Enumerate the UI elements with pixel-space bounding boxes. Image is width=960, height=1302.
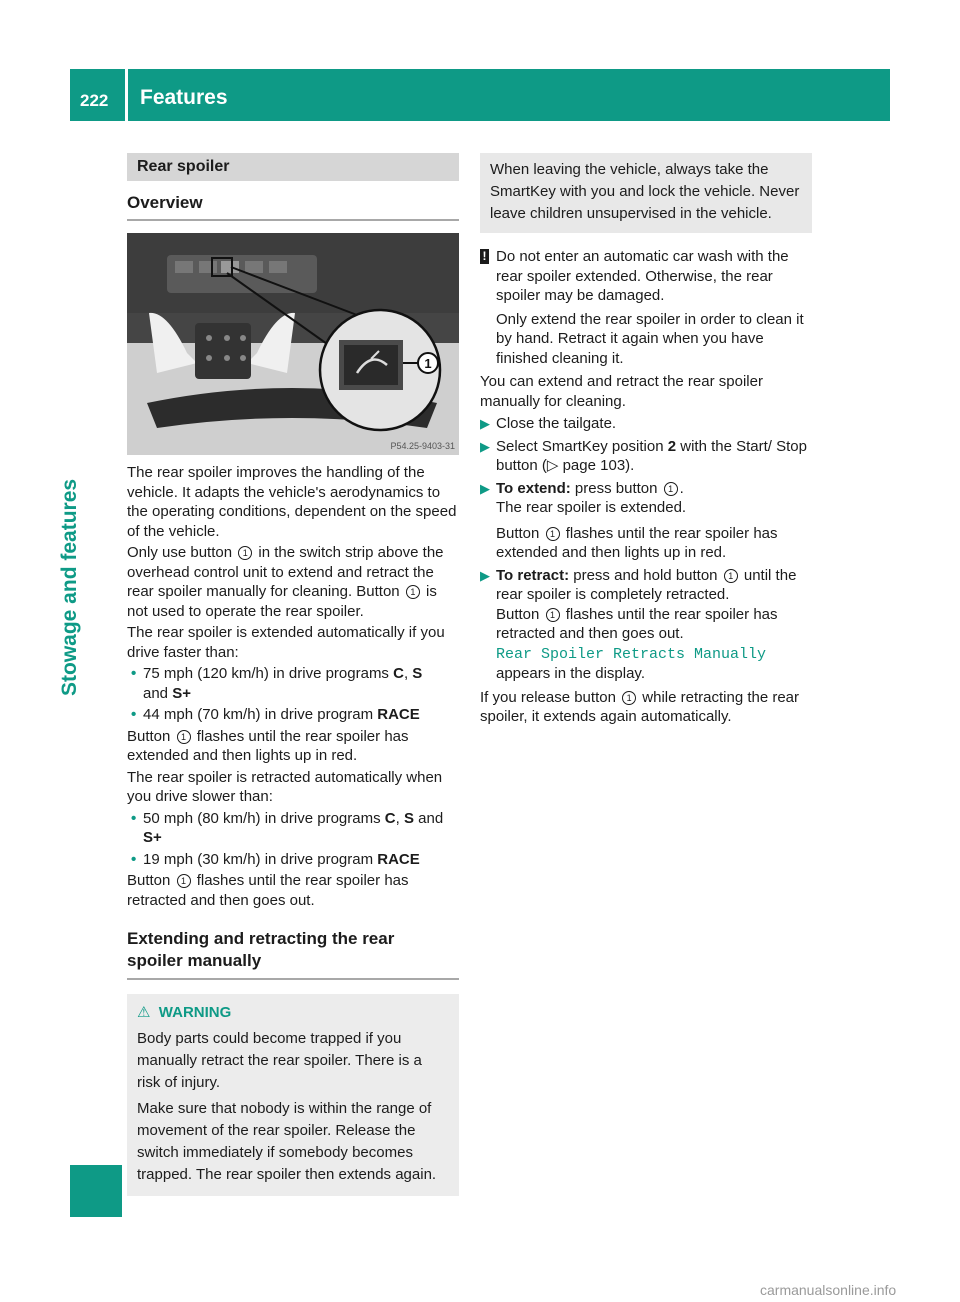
page-ref-arrow-icon: ▷ bbox=[546, 457, 559, 474]
list-item: • 19 mph (30 km/h) in drive program RACE bbox=[131, 850, 420, 868]
notice-exclamation-icon: ! bbox=[480, 249, 489, 264]
step-arrow-icon: ▶ bbox=[480, 416, 490, 431]
page-number: 222 bbox=[80, 91, 109, 110]
list-item: ▶ To retract: press and hold button 1 until the rear spoiler is completely retracted. Button 1 flashes until the rear spoiler has retracted and then goes out. Rear Spoiler Retracts Manually appears in the display. bbox=[480, 566, 797, 682]
button-1-icon: 1 bbox=[177, 874, 191, 888]
side-tab bbox=[58, 121, 122, 721]
watermark: carmanualsonline.info bbox=[760, 1282, 897, 1298]
warning-paragraph: Make sure that nobody is within the range of movement of the rear spoiler. Release the switch immediately if somebody becomes trapped. The rear spoiler then extends again. bbox=[137, 1100, 437, 1183]
button-1-icon: 1 bbox=[546, 608, 560, 622]
manual-use-paragraph: Only use button 1 in the switch strip above the overhead control unit to extend and retract the rear spoiler manually for cleaning. Button 1 is not used to operate the rear spoiler. bbox=[127, 544, 444, 620]
side-tab-marker bbox=[70, 1165, 122, 1217]
note-box bbox=[480, 153, 812, 233]
callout-number: 1 bbox=[424, 356, 432, 371]
warning-paragraph: Body parts could become trapped if you manually retract the rear spoiler. There is a risk of injury. bbox=[137, 1030, 422, 1091]
step-arrow-icon: ▶ bbox=[480, 480, 490, 496]
button-1-icon: 1 bbox=[664, 482, 678, 496]
warning-title: ⚠ WARNING bbox=[137, 1004, 232, 1021]
button-1-icon: 1 bbox=[177, 730, 191, 744]
steps-list bbox=[480, 414, 812, 684]
list-item: • 75 mph (120 km/h) in drive programs C, S and S+ bbox=[131, 665, 423, 702]
page-title: Features bbox=[140, 86, 228, 109]
overhead-control-figure bbox=[127, 233, 459, 455]
extend-flash-paragraph: Button 1 flashes until the rear spoiler has extended and then lights up in red. bbox=[127, 727, 409, 764]
header-divider bbox=[125, 69, 128, 121]
overhead-control-illustration bbox=[127, 233, 459, 455]
extend-speed-list bbox=[127, 664, 459, 725]
button-1-icon: 1 bbox=[406, 585, 420, 599]
step-arrow-icon: ▶ bbox=[480, 567, 490, 583]
intro-paragraph: The rear spoiler improves the handling of the vehicle. It adapts the vehicle's aerodynamics to the operating conditions, dependent on the speed of the vehicle. bbox=[127, 464, 457, 540]
left-column bbox=[127, 153, 459, 1196]
button-1-icon: 1 bbox=[238, 546, 252, 560]
release-paragraph: If you release button 1 while retracting the rear spoiler, it extends again automatically. bbox=[480, 688, 800, 725]
note-text: When leaving the vehicle, always take the SmartKey with you and lock the vehicle. Never leave children unsupervised in the vehicle. bbox=[490, 161, 800, 222]
cleaning-intro: You can extend and retract the rear spoiler manually for cleaning. bbox=[480, 373, 763, 410]
overview-heading: Overview bbox=[127, 193, 459, 221]
notice-paragraph: Only extend the rear spoiler in order to clean it by hand. Retract it again when you have finished cleaning it. bbox=[496, 310, 804, 367]
manual-heading: Extending and retracting the rear spoiler manually bbox=[127, 928, 459, 980]
step-arrow-icon: ▶ bbox=[480, 438, 490, 454]
retract-flash-paragraph: Button 1 flashes until the rear spoiler has retracted and then goes out. bbox=[127, 872, 409, 909]
warning-triangle-icon: ⚠ bbox=[137, 1004, 151, 1021]
notice-paragraph: Do not enter an automatic car wash with the rear spoiler extended. Otherwise, the rear spoiler may be damaged. bbox=[496, 248, 789, 304]
retract-speed-list bbox=[127, 809, 459, 870]
button-1-icon: 1 bbox=[622, 691, 636, 705]
auto-retract-intro: The rear spoiler is retracted automatically when you drive slower than: bbox=[127, 768, 443, 805]
section-heading: Rear spoiler bbox=[127, 153, 459, 181]
right-column bbox=[480, 153, 812, 727]
list-item: ▶ Select SmartKey position 2 with the Start/ Stop button (▷ page 103). bbox=[480, 437, 807, 474]
warning-box bbox=[127, 994, 459, 1196]
list-item: • 44 mph (70 km/h) in drive program RACE bbox=[131, 706, 420, 723]
notice bbox=[480, 247, 812, 368]
display-message: Rear Spoiler Retracts Manually bbox=[496, 645, 767, 663]
side-tab-label: Stowage and features bbox=[58, 478, 81, 696]
button-1-icon: 1 bbox=[546, 527, 560, 541]
list-item: • 50 mph (80 km/h) in drive programs C, S and S+ bbox=[131, 809, 444, 846]
button-1-icon: 1 bbox=[724, 569, 738, 583]
list-item: ▶ To extend: press button 1 . The rear spoiler is extended. Button 1 flashes until the rear spoiler has extended and then lights up in red. bbox=[480, 479, 778, 561]
auto-extend-intro: The rear spoiler is extended automatically if you drive faster than: bbox=[127, 624, 445, 661]
figure-code: P54.25-9403-31 bbox=[390, 441, 455, 451]
list-item: ▶ Close the tailgate. bbox=[480, 415, 617, 432]
